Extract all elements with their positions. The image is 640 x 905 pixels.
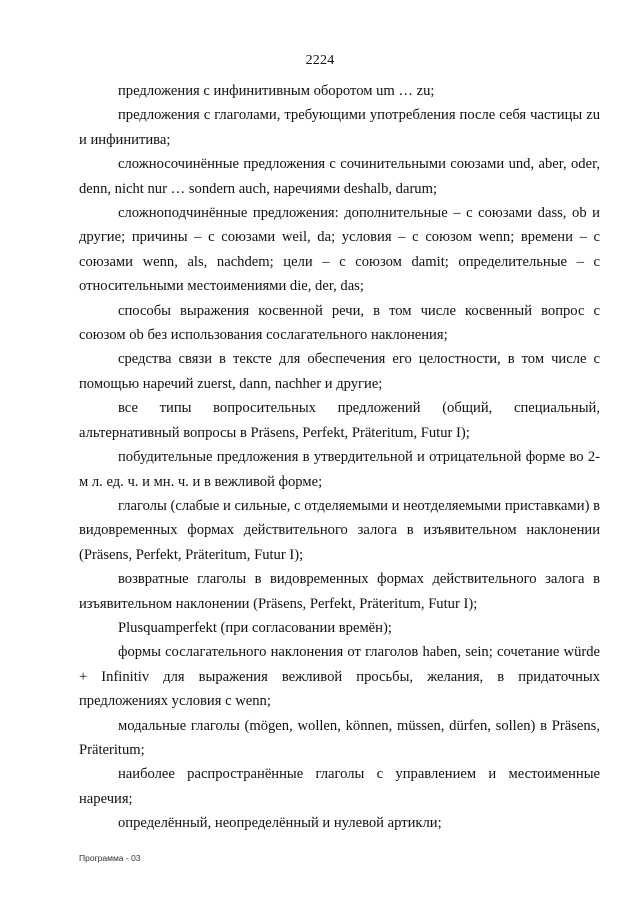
paragraph: модальные глаголы (mögen, wollen, können, müssen, dürfen, sollen) в Präsens, Präteritum;	[79, 717, 600, 758]
paragraph: глаголы (слабые и сильные, с отделяемыми и неотделяемыми приставками) в видовременных формах действительного залога в изъявительном наклонении (Präsens, Perfekt, Präteritum, Futur I);	[79, 497, 600, 563]
paragraph: все типы вопросительных предложений (общий, специальный, альтернативный вопросы в Präsens, Perfekt, Präteritum, Futur I);	[79, 400, 600, 441]
paragraph: возвратные глаголы в видовременных формах действительного залога в изъявительном наклонении (Präsens, Perfekt, Präteritum, Futur I);	[79, 571, 600, 612]
paragraph: средства связи в тексте для обеспечения его целостности, в том числе с помощью наречий zuerst, dann, nachher и другие;	[79, 351, 600, 392]
paragraph: сложносочинённые предложения с сочинительными союзами und, aber, oder, denn, nicht nur … sondern auch, наречиями deshalb, darum;	[79, 156, 600, 197]
paragraph: способы выражения косвенной речи, в том числе косвенный вопрос с союзом ob без использования сослагательного наклонения;	[79, 302, 600, 344]
paragraph: наиболее распространённые глаголы с управлением и местоименные наречия;	[79, 766, 600, 807]
paragraph: сложноподчинённые предложения: дополнительные – с союзами dass, ob и другие; причины – с союзами weil, da; условия – с союзом wenn; времени – с союзами wenn, als, nachdem; цели – с союзом damit; определительные – с относительными местоимениями die, der, das;	[79, 205, 600, 295]
paragraph: Plusquamperfekt (при согласовании времён);	[118, 619, 392, 636]
paragraph: предложения с глаголами, требующими употребления после себя частицы zu и инфинитива;	[79, 107, 600, 148]
paragraph: определённый, неопределённый и нулевой артикли;	[118, 815, 442, 832]
page-footer: Программа - 03	[79, 853, 141, 863]
page-number: 2224	[305, 53, 335, 68]
paragraph: побудительные предложения в утвердительной и отрицательной форме во 2-м л. ед. ч. и мн. ч. и в вежливой форме;	[79, 449, 600, 490]
paragraph: предложения с инфинитивным оборотом um … zu;	[118, 83, 435, 99]
document-body	[79, 79, 600, 836]
paragraph: формы сослагательного наклонения от глаголов haben, sein; сочетание würde + Infinitiv для выражения вежливой просьбы, желания, в придаточных предложениях условия с wenn;	[79, 644, 600, 710]
